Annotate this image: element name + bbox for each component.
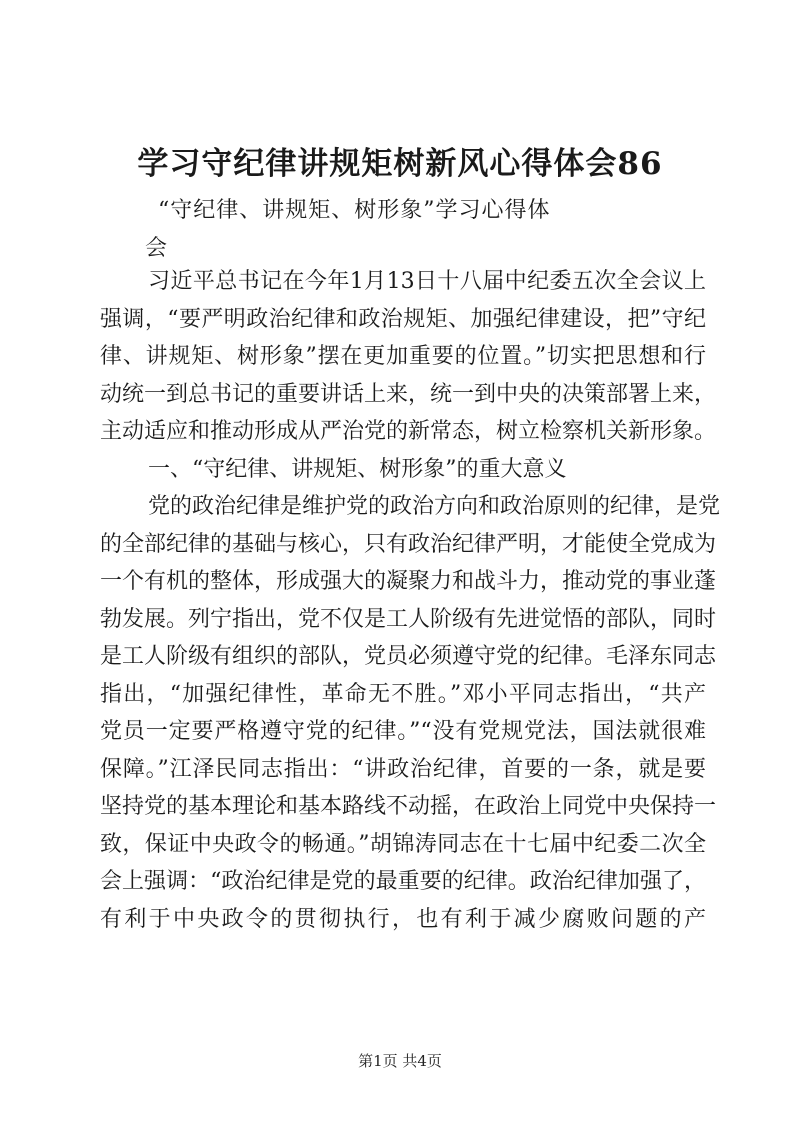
- document-subtitle-continuation: 会: [145, 236, 168, 261]
- body-line: 保障。”江泽民同志指出：“讲政治纪律，首要的一条，就是要: [100, 756, 706, 782]
- body-line: 习近平总书记在今年1月13日十八届中纪委五次全会议上: [148, 269, 706, 294]
- body-line: 主动适应和推动形成从严治党的新常态，树立检察机关新形象。: [100, 419, 717, 444]
- body-line: 会上强调：“政治纪律是党的最重要的纪律。政治纪律加强了，: [100, 869, 706, 894]
- body-line: 一个有机的整体，形成强大的凝聚力和战斗力，推动党的事业蓬: [100, 569, 717, 594]
- body-line: 党的政治纪律是维护党的政治方向和政治原则的纪律，是党: [148, 494, 721, 519]
- page-footer: 第1页 共4页: [358, 1052, 442, 1070]
- body-line: 动统一到总书记的重要讲话上来，统一到中央的决策部署上来，: [100, 381, 717, 407]
- document-title: 学习守纪律讲规矩树新风心得体会86: [137, 146, 663, 182]
- body-line: 党员一定要严格遵守党的纪律。”“没有党规党法，国法就很难: [100, 719, 706, 744]
- body-line: 律、讲规矩、树形象”摆在更加重要的位置。”切实把思想和行: [100, 344, 706, 369]
- body-line: 强调，“要严明政治纪律和政治规矩、加强纪律建设，把”守纪: [100, 306, 706, 332]
- body-line: 勃发展。列宁指出，党不仅是工人阶级有先进觉悟的部队，同时: [100, 606, 717, 632]
- body-line: 有利于中央政令的贯彻执行，也有利于减少腐败问题的产: [100, 906, 706, 932]
- body-line: 的全部纪律的基础与核心，只有政治纪律严明，才能使全党成为: [100, 531, 717, 557]
- body-line: 指出，“加强纪律性，革命无不胜。”邓小平同志指出，“共产: [100, 681, 706, 707]
- document-subtitle: “守纪律、讲规矩、树形象”学习心得体: [158, 198, 551, 223]
- body-line: 是工人阶级有组织的部队，党员必须遵守党的纪律。毛泽东同志: [100, 644, 717, 669]
- body-line: 致，保证中央政令的畅通。”胡锦涛同志在十七届中纪委二次全: [100, 831, 706, 857]
- document-body: [100, 263, 721, 938]
- section-heading: 一、“守纪律、讲规矩、树形象”的重大意义: [148, 456, 567, 482]
- body-line: 坚持党的基本理论和基本路线不动摇，在政治上同党中央保持一: [100, 794, 717, 819]
